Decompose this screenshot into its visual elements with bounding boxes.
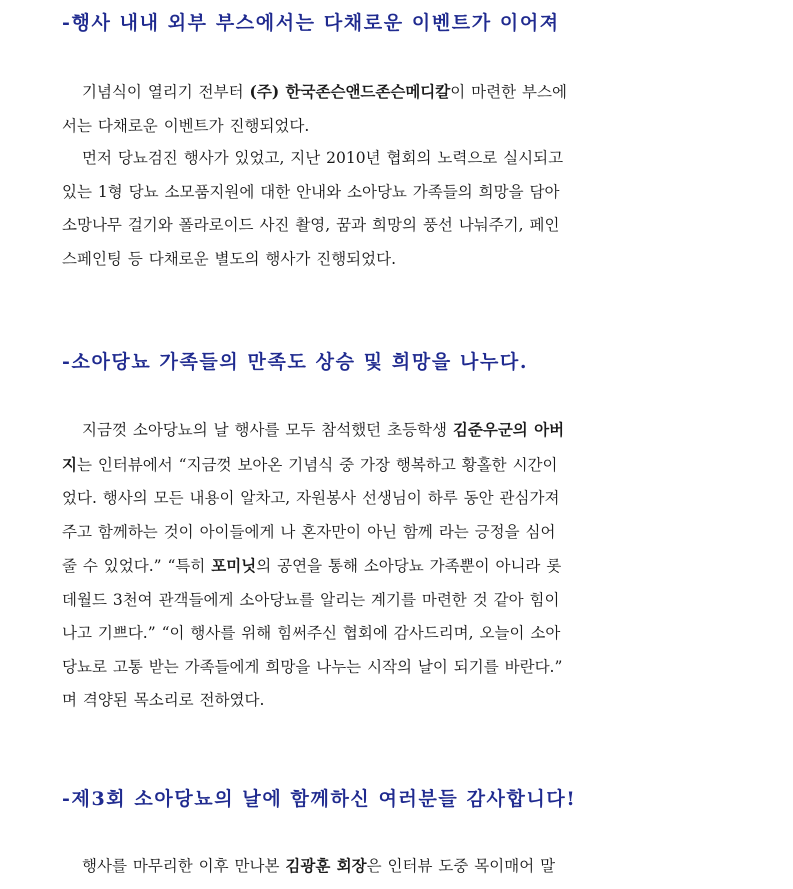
text-line: 기념식이 열리기 전부터 (주) 한국존슨앤드존슨메디칼이 마련한 부스에 (82, 82, 567, 101)
section-heading-booth-events: -행사 내내 외부 부스에서는 다채로운 이벤트가 이어져 (62, 12, 560, 34)
paragraph-booth-intro (62, 75, 702, 143)
chairman-name: 김광훈 회장 (285, 856, 367, 875)
text-line: 당뇨로 고통 받는 가족들에게 희망을 나누는 시작의 날이 되기를 바란다.” (62, 657, 563, 676)
sponsor-name: (주) 한국존슨앤드존슨메디칼 (249, 82, 451, 101)
paragraph-chairman-interview (62, 849, 702, 884)
text-line: 먼저 당뇨검진 행사가 있었고, 지난 2010년 협회의 노력으로 실시되고 (82, 149, 564, 167)
text-line: 스페인팅 등 다채로운 별도의 행사가 진행되었다. (62, 249, 397, 268)
text-line: 지는 인터뷰에서 “지금껏 보아온 기념식 중 가장 행복하고 황홀한 시간이 (62, 454, 558, 474)
section-heading-thanks: -제3회 소아당뇨의 날에 함께하신 여러분들 감사합니다! (62, 788, 577, 810)
text-line: 며 격양된 목소리로 전하였다. (62, 691, 265, 709)
text-line: 줄 수 있었다.” “특히 포미닛의 공연을 통해 소아당뇨 가족뿐이 아니라 롯 (62, 556, 562, 575)
section-heading-satisfaction: -소아당뇨 가족들의 만족도 상승 및 희망을 나누다. (62, 351, 529, 373)
performer-name: 포미닛 (211, 556, 257, 575)
text-line: 었다. 행사의 모든 내용이 알차고, 자원봉사 선생님이 하루 동안 관심가져 (62, 489, 560, 507)
interviewee-name: 김준우군의 아버 (452, 420, 565, 439)
text-line: 주고 함께하는 것이 아이들에게 나 혼자만이 아닌 함께 라는 긍정을 심어 (62, 522, 556, 541)
text-line: 소망나무 걸기와 폴라로이드 사진 촬영, 꿈과 희망의 풍선 나눠주기, 페인 (62, 216, 560, 234)
text-line: 행사를 마무리한 이후 만나본 김광훈 회장은 인터뷰 도중 목이매어 말 (82, 856, 556, 875)
paragraph-interview-father (62, 413, 702, 718)
paragraph-booth-details (62, 142, 702, 276)
text-line: 데월드 3천여 관객들에게 소아당뇨를 알리는 계기를 마련한 것 같아 힘이 (62, 590, 560, 609)
text-line: 서는 다채로운 이벤트가 진행되었다. (62, 116, 310, 135)
text-line: 지금껏 소아당뇨의 날 행사를 모두 참석했던 초등학생 김준우군의 아버 (82, 420, 565, 439)
text-line: 있는 1형 당뇨 소모품지원에 대한 안내와 소아당뇨 가족들의 희망을 담아 (62, 182, 560, 201)
text-line: 나고 기쁘다.” “이 행사를 위해 힘써주신 협회에 감사드리며, 오늘이 소아 (62, 624, 561, 642)
